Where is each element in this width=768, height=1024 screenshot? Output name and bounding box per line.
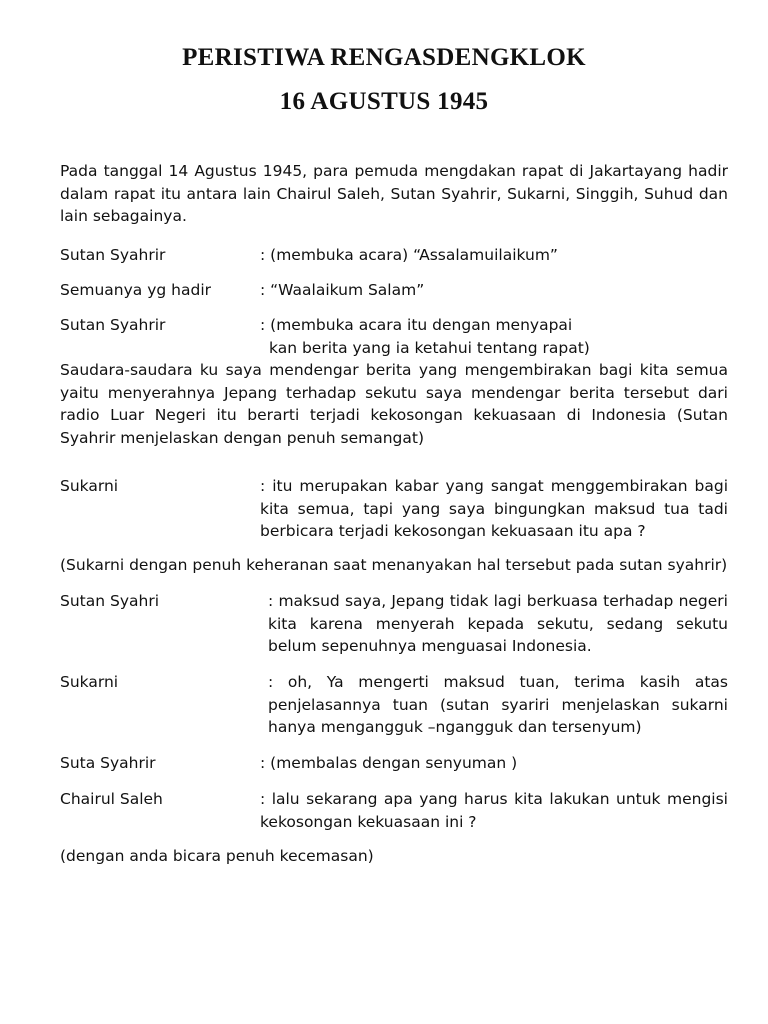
- speaker-name: Sutan Syahrir: [60, 316, 166, 334]
- speaker-name: Sutan Syahrir: [60, 246, 166, 264]
- title-line-1: PERISTIWA RENGASDENGKLOK: [182, 44, 586, 71]
- speaker-name: Suta Syahrir: [60, 754, 156, 772]
- dialog-text: : itu merupakan kabar yang sangat menggembirakan bagi kita semua, tapi yang saya bingungkan maksud tua tadi berbicara terjadi kekosongan kekuasaan itu apa ?: [260, 477, 728, 540]
- dialog-text-continuation: kan berita yang ia ketahui tentang rapat): [269, 338, 590, 357]
- speaker-name: Chairul Saleh: [60, 790, 163, 808]
- dialog-text: : (membalas dengan senyuman ): [260, 754, 518, 772]
- dialog-text: : oh, Ya mengerti maksud tuan, terima kasih atas penjelasannya tuan (sutan syariri menjelaskan sukarni hanya mengangguk –ngangguk dan tersenyum): [268, 673, 728, 736]
- speaker-name: Sukarni: [60, 673, 119, 691]
- intro-paragraph: Pada tanggal 14 Agustus 1945, para pemuda mengdakan rapat di Jakartayang hadir dalam rapat itu antara lain Chairul Saleh, Sutan Syahrir, Sukarni, Singgih, Suhud dan lain sebagainya.: [60, 162, 728, 225]
- speaker-name: Semuanya yg hadir: [60, 281, 211, 299]
- narration-paragraph: Saudara-saudara ku saya mendengar berita yang mengembirakan bagi kita semua yaitu menyerahnya Jepang terhadap sekutu saya mendengar berita tersebut dari radio Luar Negeri itu berarti terjadi kekosongan kekuasaan di Indonesia (Sutan Syahrir menjelaskan dengan penuh semangat): [60, 361, 728, 447]
- dialog-text: : (membuka acara) “Assalamuilaikum”: [260, 246, 558, 264]
- dialog-text: : (membuka acara itu dengan menyapai: [260, 316, 573, 334]
- speaker-name: Sutan Syahri: [60, 592, 160, 610]
- title-line-2: 16 AGUSTUS 1945: [279, 88, 489, 115]
- dialog-text: : “Waalaikum Salam”: [260, 281, 425, 299]
- speaker-name: Sukarni: [60, 477, 119, 495]
- dialog-text: : lalu sekarang apa yang harus kita lakukan untuk mengisi kekosongan kekuasaan ini ?: [260, 790, 728, 831]
- narration-paragraph: (Sukarni dengan penuh keheranan saat menanyakan hal tersebut pada sutan syahrir): [60, 556, 728, 574]
- dialog-text: : maksud saya, Jepang tidak lagi berkuasa terhadap negeri kita karena menyerah kepada sekutu, sedang sekutu belum sepenuhnya menguasai Indonesia.: [268, 592, 728, 655]
- narration-paragraph: (dengan anda bicara penuh kecemasan): [60, 847, 374, 865]
